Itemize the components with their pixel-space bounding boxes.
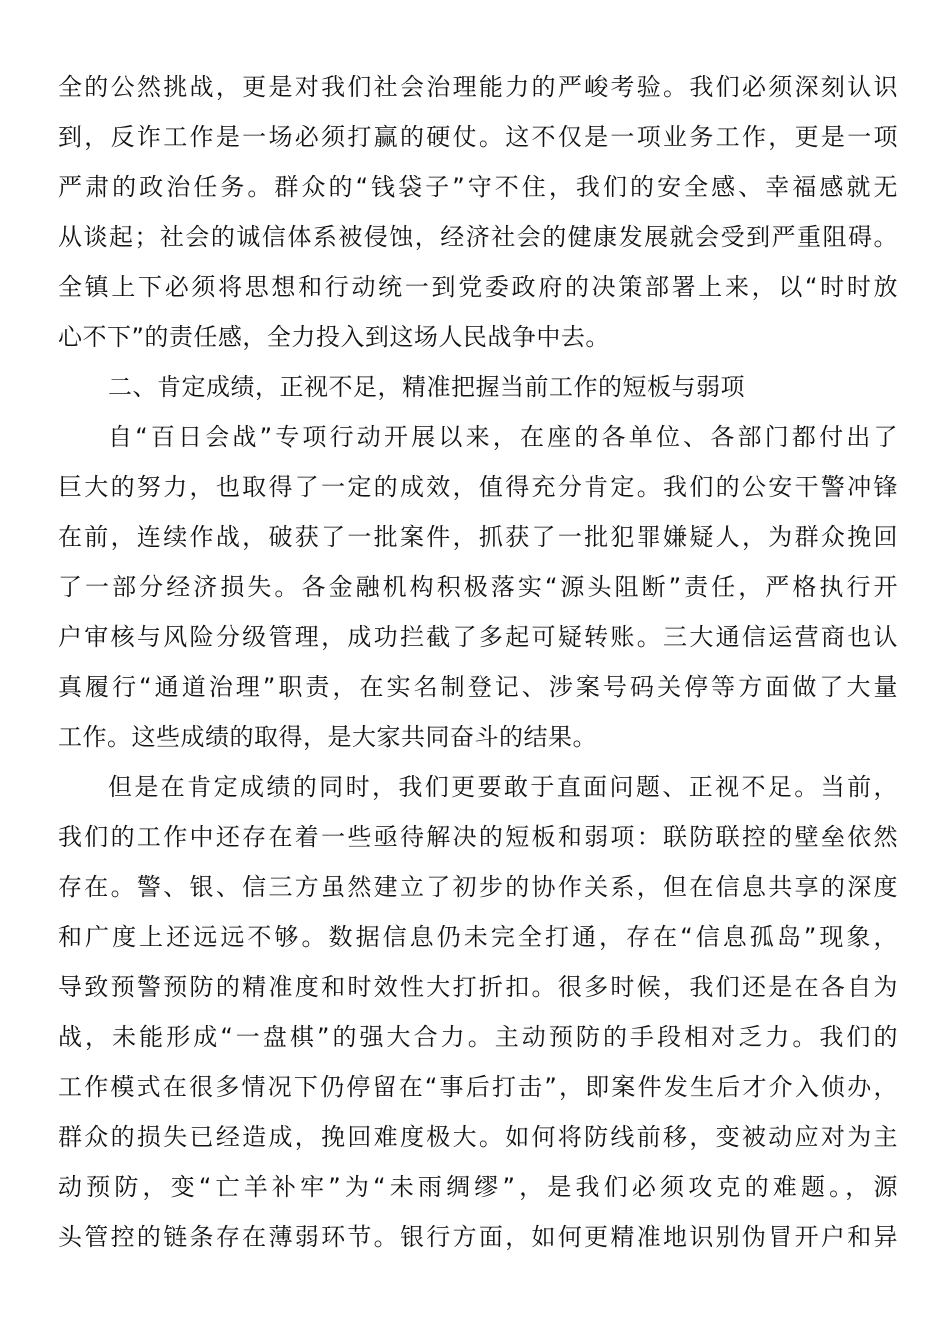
text-line: 从谈起；社会的诚信体系被侵蚀，经济社会的健康发展就会受到严重阻碍。 bbox=[58, 223, 898, 251]
paragraph-first-line: 但是在肯定成绩的同时，我们更要敢于直面问题、正视不足。当前， bbox=[108, 773, 898, 801]
text-line: 和广度上还远远不够。数据信息仍未完全打通，存在“信息孤岛”现象， bbox=[58, 923, 898, 951]
text-line: 严肃的政治任务。群众的“钱袋子”守不住，我们的安全感、幸福感就无 bbox=[58, 173, 898, 201]
section-heading: 二、肯定成绩，正视不足，精准把握当前工作的短板与弱项 bbox=[108, 373, 745, 401]
text-line: 战，未能形成“一盘棋”的强大合力。主动预防的手段相对乏力。我们的 bbox=[58, 1023, 898, 1051]
text-line: 我们的工作中还存在着一些亟待解决的短板和弱项：联防联控的壁垒依然 bbox=[58, 823, 898, 851]
text-line: 户审核与风险分级管理，成功拦截了多起可疑转账。三大通信运营商也认 bbox=[58, 623, 898, 651]
text-line: 动预防，变“亡羊补牢”为“未雨绸缪”，是我们必须攻克的难题。，源 bbox=[58, 1173, 898, 1201]
text-line: 巨大的努力，也取得了一定的成效，值得充分肯定。我们的公安干警冲锋 bbox=[58, 473, 898, 501]
text-line: 工作模式在很多情况下仍停留在“事后打击”，即案件发生后才介入侦办， bbox=[58, 1073, 898, 1101]
text-line: 全的公然挑战，更是对我们社会治理能力的严峻考验。我们必须深刻认识 bbox=[58, 73, 898, 101]
text-line: 了一部分经济损失。各金融机构积极落实“源头阻断”责任，严格执行开 bbox=[58, 573, 898, 601]
text-line: 全镇上下必须将思想和行动统一到党委政府的决策部署上来，以“时时放 bbox=[58, 273, 898, 301]
text-line: 真履行“通道治理”职责，在实名制登记、涉案号码关停等方面做了大量 bbox=[58, 673, 898, 701]
text-line: 心不下”的责任感，全力投入到这场人民战争中去。 bbox=[58, 323, 610, 351]
paragraph-first-line: 自“百日会战”专项行动开展以来，在座的各单位、各部门都付出了 bbox=[108, 423, 898, 451]
text-line: 群众的损失已经造成，挽回难度极大。如何将防线前移，变被动应对为主 bbox=[58, 1123, 898, 1151]
text-line: 工作。这些成绩的取得，是大家共同奋斗的结果。 bbox=[58, 723, 597, 751]
text-line: 在前，连续作战，破获了一批案件，抓获了一批犯罪嫌疑人，为群众挽回 bbox=[58, 523, 898, 551]
text-line: 头管控的链条存在薄弱环节。银行方面，如何更精准地识别伪冒开户和异 bbox=[58, 1223, 898, 1251]
text-line: 导致预警预防的精准度和时效性大打折扣。很多时候，我们还是在各自为 bbox=[58, 973, 898, 1001]
text-line: 到，反诈工作是一场必须打赢的硬仗。这不仅是一项业务工作，更是一项 bbox=[58, 123, 898, 151]
text-line: 存在。警、银、信三方虽然建立了初步的协作关系，但在信息共享的深度 bbox=[58, 873, 898, 901]
